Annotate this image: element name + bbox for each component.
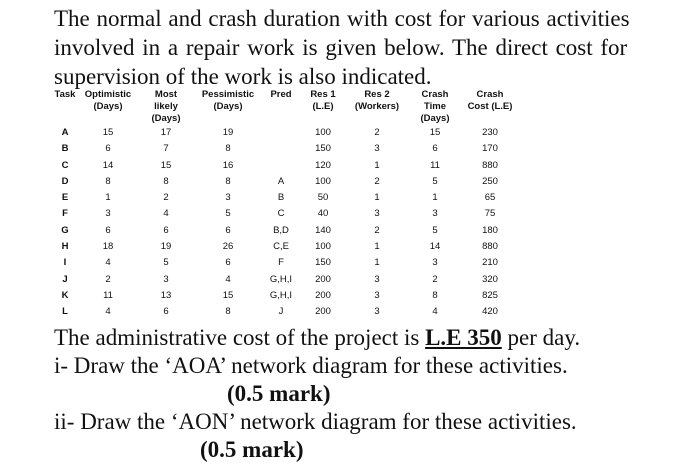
cell-res1: 40 bbox=[317, 208, 329, 220]
cell-task: J bbox=[62, 273, 68, 285]
cell-optimistic: 8 bbox=[105, 175, 111, 187]
cell-res2: 1 bbox=[374, 241, 380, 253]
cell-res2: 2 bbox=[374, 175, 380, 187]
table-row bbox=[50, 223, 520, 239]
cell-pred: F bbox=[278, 257, 284, 269]
cell-optimistic: 11 bbox=[103, 289, 113, 301]
table-row bbox=[50, 304, 520, 320]
cell-pred: G,H,I bbox=[269, 289, 293, 301]
cell-most-likely: 19 bbox=[160, 241, 172, 253]
cell-crash-cost: 230 bbox=[482, 127, 498, 138]
header-pred: Pred bbox=[270, 89, 292, 100]
cell-pessimistic: 16 bbox=[222, 159, 234, 171]
cell-optimistic: 4 bbox=[105, 306, 111, 318]
cell-optimistic: 18 bbox=[102, 241, 114, 253]
cell-pessimistic: 4 bbox=[225, 273, 231, 285]
cell-res2: 1 bbox=[374, 159, 380, 171]
cell-task: C bbox=[61, 159, 69, 171]
question-2: ii- Draw the ‘AON’ network diagram for these activities. bbox=[54, 409, 577, 434]
cell-res2: 3 bbox=[374, 208, 380, 220]
cell-crash-cost: 180 bbox=[482, 224, 498, 236]
cell-crash-time: 14 bbox=[429, 241, 441, 253]
cell-res2: 1 bbox=[374, 192, 380, 204]
cell-task: B bbox=[61, 143, 69, 155]
cell-pessimistic: 19 bbox=[222, 127, 234, 138]
cell-optimistic: 6 bbox=[105, 143, 111, 155]
cell-pred: A bbox=[277, 175, 285, 187]
cell-crash-time: 6 bbox=[432, 143, 438, 155]
cell-res1: 200 bbox=[315, 273, 331, 285]
cell-crash-cost: 250 bbox=[482, 175, 498, 187]
cell-optimistic: 3 bbox=[105, 208, 111, 220]
activity-table bbox=[50, 89, 520, 321]
cell-pessimistic: 15 bbox=[222, 289, 234, 301]
cell-crash-time: 11 bbox=[430, 159, 440, 171]
cell-crash-time: 8 bbox=[432, 289, 438, 301]
cell-res1: 100 bbox=[315, 127, 331, 138]
cell-res1: 200 bbox=[315, 289, 331, 301]
table-row bbox=[50, 158, 520, 174]
cell-pessimistic: 5 bbox=[225, 208, 231, 220]
cell-most-likely: 8 bbox=[163, 175, 169, 187]
cell-optimistic: 1 bbox=[105, 192, 111, 204]
cell-crash-cost: 65 bbox=[484, 192, 496, 204]
cell-pessimistic: 3 bbox=[225, 192, 231, 204]
cell-pred: C,E bbox=[273, 241, 289, 253]
admin-cost-value: L.E 350 bbox=[425, 325, 502, 350]
cell-pred: C bbox=[277, 208, 285, 220]
cell-crash-cost: 880 bbox=[482, 159, 498, 171]
cell-optimistic: 15 bbox=[102, 127, 114, 138]
cell-res1: 100 bbox=[315, 241, 331, 253]
cell-most-likely: 2 bbox=[163, 192, 169, 204]
table-header-row bbox=[50, 89, 520, 125]
header-optimistic: Optimistic (Days) bbox=[84, 89, 132, 112]
cell-pessimistic: 6 bbox=[225, 224, 231, 236]
cell-res1: 140 bbox=[315, 224, 331, 236]
cell-task: G bbox=[61, 224, 69, 236]
cell-task: L bbox=[62, 306, 68, 318]
cell-res1: 150 bbox=[315, 257, 331, 269]
cell-pessimistic: 6 bbox=[225, 257, 231, 269]
cell-pessimistic: 8 bbox=[225, 306, 231, 318]
cell-task: H bbox=[61, 241, 69, 253]
cell-crash-time: 15 bbox=[429, 127, 441, 138]
cell-res2: 3 bbox=[374, 306, 380, 318]
question-1: i- Draw the ‘AOA’ network diagram for these activities. bbox=[54, 353, 568, 378]
table-row bbox=[50, 125, 520, 141]
cell-pred: B bbox=[277, 192, 285, 204]
cell-res2: 3 bbox=[374, 273, 380, 285]
cell-crash-cost: 210 bbox=[482, 257, 498, 269]
cell-crash-time: 5 bbox=[432, 224, 438, 236]
table-row bbox=[50, 272, 520, 288]
cell-res1: 150 bbox=[315, 143, 331, 155]
cell-pessimistic: 26 bbox=[222, 241, 234, 253]
cell-pessimistic: 8 bbox=[225, 175, 231, 187]
table-row bbox=[50, 255, 520, 271]
cell-most-likely: 13 bbox=[160, 289, 172, 301]
header-pessimistic: Pessimistic (Days) bbox=[201, 89, 255, 112]
cell-crash-cost: 75 bbox=[484, 208, 496, 220]
admin-cost-line bbox=[54, 325, 580, 351]
cell-pred bbox=[260, 125, 302, 141]
cell-task: A bbox=[61, 127, 69, 138]
cell-task: D bbox=[61, 175, 69, 187]
cell-optimistic: 2 bbox=[105, 273, 111, 285]
cell-optimistic: 4 bbox=[105, 257, 111, 269]
cell-most-likely: 7 bbox=[163, 143, 169, 155]
cell-most-likely: 17 bbox=[160, 127, 172, 138]
header-res1: Res 1 (L.E) bbox=[310, 89, 336, 112]
question-2-mark: (0.5 mark) bbox=[200, 437, 304, 462]
table-row bbox=[50, 174, 520, 190]
cell-task: K bbox=[61, 289, 69, 301]
cell-res1: 50 bbox=[317, 192, 329, 204]
intro-line-1: The normal and crash duration with cost for various activities bbox=[54, 6, 630, 31]
admin-cost-prefix: The administrative cost of the project is bbox=[54, 325, 426, 350]
cell-res1: 100 bbox=[315, 175, 331, 187]
cell-crash-time: 3 bbox=[432, 208, 438, 220]
admin-cost-suffix: per day. bbox=[501, 325, 581, 350]
header-res2: Res 2 (Workers) bbox=[354, 89, 400, 112]
cell-res1: 200 bbox=[315, 306, 331, 318]
cell-crash-time: 1 bbox=[432, 192, 438, 204]
cell-res2: 3 bbox=[374, 143, 380, 155]
cell-crash-time: 5 bbox=[432, 175, 438, 187]
cell-crash-cost: 170 bbox=[482, 143, 498, 155]
header-most-likely: Most likely (Days) bbox=[151, 89, 181, 124]
cell-res2: 2 bbox=[374, 224, 380, 236]
cell-task: I bbox=[63, 257, 67, 269]
cell-crash-cost: 880 bbox=[482, 241, 498, 253]
cell-most-likely: 5 bbox=[163, 257, 169, 269]
cell-most-likely: 6 bbox=[163, 224, 169, 236]
cell-task: F bbox=[62, 208, 68, 220]
intro-line-3: supervision of the work is also indicated. bbox=[54, 64, 432, 89]
cell-pred: J bbox=[278, 306, 284, 318]
table-row bbox=[50, 190, 520, 206]
question-1-mark: (0.5 mark) bbox=[227, 381, 331, 406]
cell-pred: G,H,I bbox=[269, 273, 293, 285]
cell-crash-time: 4 bbox=[432, 306, 438, 318]
cell-res2: 3 bbox=[374, 289, 380, 301]
cell-task: E bbox=[61, 192, 69, 204]
cell-res2: 1 bbox=[374, 257, 380, 269]
cell-optimistic: 14 bbox=[102, 159, 114, 171]
cell-pessimistic: 8 bbox=[225, 143, 231, 155]
intro-line-2: involved in a repair work is given below. The direct cost for bbox=[54, 35, 628, 60]
cell-pred: B,D bbox=[273, 224, 289, 236]
header-task: Task bbox=[54, 89, 76, 100]
cell-crash-cost: 825 bbox=[482, 289, 498, 301]
cell-crash-time: 2 bbox=[432, 273, 438, 285]
cell-crash-cost: 420 bbox=[482, 306, 498, 318]
cell-most-likely: 3 bbox=[163, 273, 169, 285]
problem-statement bbox=[54, 4, 694, 91]
cell-pred bbox=[260, 141, 302, 157]
cell-res2: 2 bbox=[374, 127, 380, 138]
cell-optimistic: 6 bbox=[105, 224, 111, 236]
table-row bbox=[50, 239, 520, 255]
cell-most-likely: 6 bbox=[163, 306, 169, 318]
header-crash-cost: Crash Cost (L.E) bbox=[467, 89, 513, 112]
header-crash-time: Crash Time (Days) bbox=[420, 89, 450, 124]
table-row bbox=[50, 288, 520, 304]
cell-pred bbox=[260, 158, 302, 174]
table-row bbox=[50, 206, 520, 222]
cell-crash-time: 3 bbox=[432, 257, 438, 269]
cell-res1: 120 bbox=[315, 159, 331, 171]
cell-crash-cost: 320 bbox=[482, 273, 498, 285]
cell-most-likely: 4 bbox=[163, 208, 169, 220]
table-row bbox=[50, 141, 520, 157]
cell-most-likely: 15 bbox=[160, 159, 172, 171]
